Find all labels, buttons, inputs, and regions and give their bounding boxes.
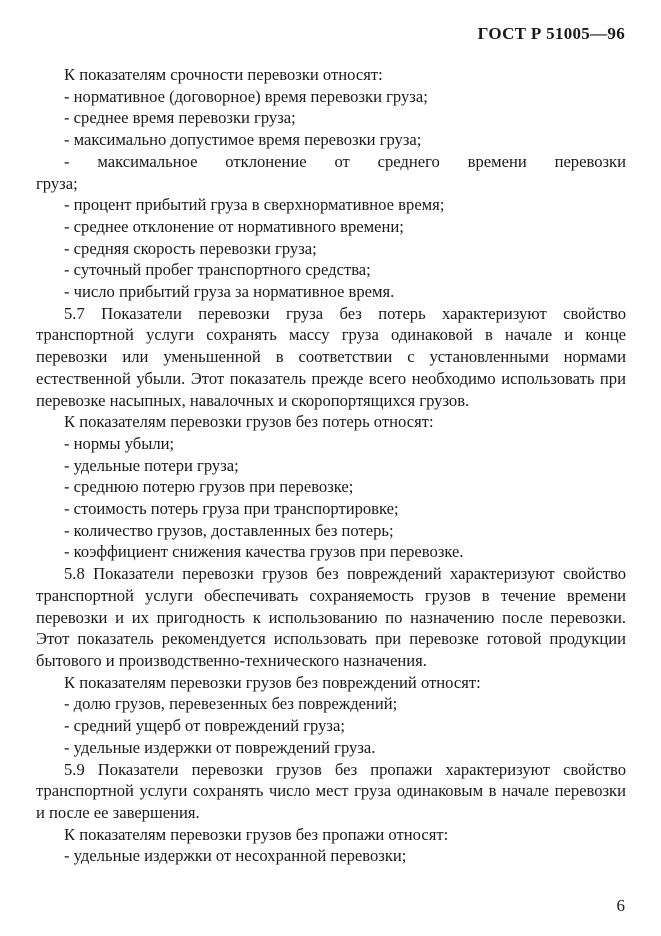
list-item: - процент прибытий груза в сверхнормативное время; (64, 195, 445, 215)
list-item: - среднее время перевозки груза; (64, 108, 296, 128)
document-header: ГОСТ Р 51005—96 (477, 24, 625, 43)
list-item: - удельные издержки от повреждений груза. (64, 737, 376, 757)
page-number: 6 (616, 896, 625, 915)
list-item: - коэффициент снижения качества грузов при перевозке. (64, 542, 464, 562)
paragraph: К показателям перевозки грузов без повреждений относят: (64, 672, 481, 692)
list-item: - удельные издержки от несохранной перевозки; (64, 846, 407, 866)
list-item: - число прибытий груза за нормативное время. (64, 282, 395, 302)
list-item: - суточный пробег транспортного средства; (64, 260, 371, 280)
list-item: - удельные потери груза; (64, 455, 239, 475)
list-item (36, 151, 626, 194)
paragraph: 5.7 Показатели перевозки груза без потерь характеризуют свойство транспортной услуги сохранять массу груза одинаковой в начале и конце перевозки или уменьшенной в соответствии с установленными нормами естественной убыли. Этот показатель прежде всего необходимо использовать при перевозке насыпных, навалочных и скоропортящихся грузов. (36, 303, 626, 410)
paragraph: К показателям срочности перевозки относят: (64, 65, 383, 84)
paragraph: К показателям перевозки грузов без потерь относят: (64, 412, 434, 432)
list-item-continuation: груза; (36, 173, 78, 193)
list-item: - долю грузов, перевезенных без повреждений; (64, 694, 398, 714)
list-item: - нормы убыли; (64, 433, 175, 453)
list-item: - среднюю потерю грузов при перевозке; (64, 477, 354, 497)
document-body (36, 64, 626, 867)
paragraph: 5.9 Показатели перевозки грузов без пропажи характеризуют свойство транспортной услуги сохранять число мест груза одинаковым в начале перевозки и после ее завершения. (36, 759, 626, 822)
list-item: - средняя скорость перевозки груза; (64, 238, 317, 258)
list-item: - среднее отклонение от нормативного времени; (64, 216, 404, 236)
list-item: - количество грузов, доставленных без потерь; (64, 520, 394, 540)
paragraph: 5.8 Показатели перевозки грузов без повреждений характеризуют свойство транспортной услуги обеспечивать сохраняемость грузов в течение времени перевозки и их пригодность к использованию по назначению после перевозки. Этот показатель рекомендуется использовать при перевозке готовой продукции бытового и производственно-технического назначения. (36, 564, 626, 670)
list-item: - нормативное (договорное) время перевозки груза; (64, 86, 428, 106)
list-item: - средний ущерб от повреждений груза; (64, 716, 345, 736)
list-item: - максимально допустимое время перевозки груза; (64, 130, 422, 150)
list-item-line: - максимальное отклонение от среднего времени перевозки (64, 151, 626, 171)
paragraph: К показателям перевозки грузов без пропажи относят: (64, 824, 449, 844)
list-item: - стоимость потерь груза при транспортировке; (64, 499, 399, 519)
